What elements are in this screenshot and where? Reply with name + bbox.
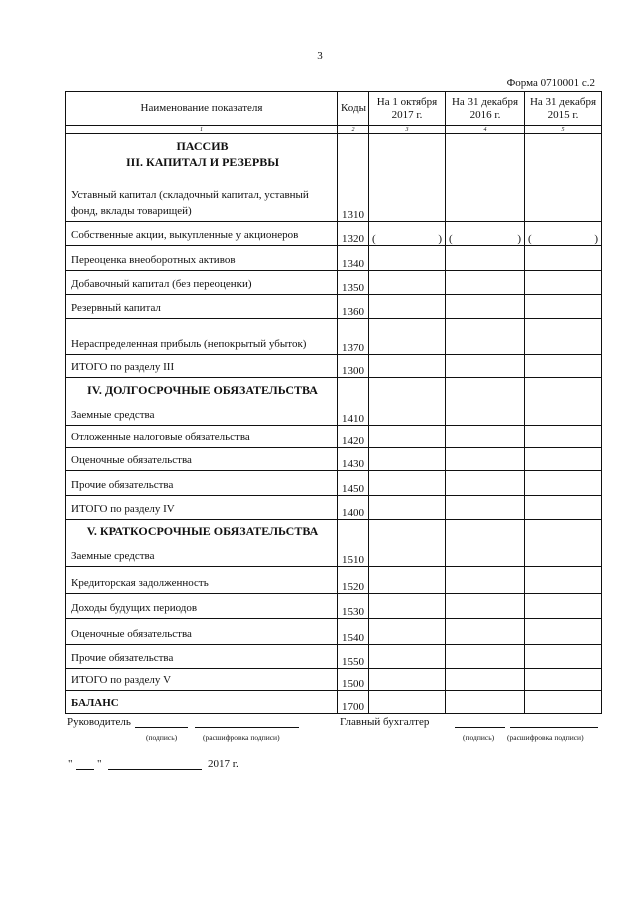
- accountant-decode-caption: (расшифровка подписи): [507, 733, 584, 742]
- paren-open: (: [372, 233, 376, 245]
- head-decode-caption: (расшифровка подписи): [203, 733, 280, 742]
- head-decode-line: [195, 727, 299, 728]
- row-name: Резервный капитал: [66, 295, 338, 319]
- column-number: 1: [66, 126, 338, 134]
- row-code: 1340: [338, 246, 369, 271]
- value-cell: [369, 691, 446, 714]
- value-cell: [446, 319, 525, 355]
- table-row: [66, 669, 602, 691]
- value-cell: [525, 271, 602, 295]
- row-name: Оценочные обязательства: [66, 448, 338, 471]
- paren-close: ): [517, 233, 521, 245]
- value-cell: [446, 594, 525, 619]
- value-cell: [369, 355, 446, 378]
- paren-open: (: [449, 233, 453, 245]
- row-name: Кредиторская задолженность: [66, 567, 338, 594]
- column-number: 3: [369, 126, 446, 134]
- value-cell: [525, 594, 602, 619]
- row-code: 1360: [338, 295, 369, 319]
- table-row: [66, 222, 602, 246]
- accountant-signature-line: [455, 727, 505, 728]
- value-cell: [446, 134, 525, 222]
- row-code: 1320: [338, 222, 369, 246]
- table-row: [66, 496, 602, 520]
- table-row: [66, 295, 602, 319]
- value-cell: [525, 645, 602, 669]
- table-row: [66, 645, 602, 669]
- row-code: 1500: [338, 669, 369, 691]
- header-col2: На 31 декабря 2016 г.: [446, 92, 525, 126]
- row-name: Заемные средства: [71, 409, 155, 421]
- date-month-line: [108, 769, 202, 770]
- value-cell: [369, 246, 446, 271]
- chief-accountant-label: Главный бухгалтер: [340, 716, 430, 728]
- row-code: 1430: [338, 448, 369, 471]
- table-row: [66, 567, 602, 594]
- row-name: Переоценка внеоборотных активов: [66, 246, 338, 271]
- column-number: 4: [446, 126, 525, 134]
- value-cell: [369, 669, 446, 691]
- row-code: 1420: [338, 426, 369, 448]
- balance-table: [65, 91, 602, 714]
- value-cell: [446, 520, 525, 567]
- table-row: [66, 319, 602, 355]
- paren-close: ): [438, 233, 442, 245]
- row-name: Доходы будущих периодов: [66, 594, 338, 619]
- value-cell: [446, 471, 525, 496]
- accountant-decode-line: [510, 727, 598, 728]
- value-cell: [525, 134, 602, 222]
- header-name: Наименование показателя: [66, 92, 338, 126]
- table-header-row: [66, 92, 602, 126]
- section-capital-reserves: III. КАПИТАЛ И РЕЗЕРВЫ: [125, 155, 280, 169]
- value-cell: [369, 378, 446, 426]
- value-cell: [525, 426, 602, 448]
- header-code: Коды: [338, 92, 369, 126]
- value-cell: [369, 496, 446, 520]
- value-cell: [446, 567, 525, 594]
- row-code: 1410: [338, 378, 369, 426]
- value-cell: [525, 319, 602, 355]
- paren-open: (: [528, 233, 532, 245]
- head-sign-caption: (подпись): [146, 733, 178, 742]
- value-cell: [525, 691, 602, 714]
- table-row: [66, 594, 602, 619]
- value-cell: [369, 222, 446, 246]
- row-name: Уставный капитал (складочный капитал, уставный фонд, вклады товарищей): [71, 189, 309, 217]
- row-name: БАЛАНС: [66, 691, 338, 714]
- value-cell: [446, 271, 525, 295]
- row-code: 1370: [338, 319, 369, 355]
- value-cell: [446, 645, 525, 669]
- table-row: [66, 271, 602, 295]
- value-cell: [369, 520, 446, 567]
- table-row: [66, 378, 602, 426]
- row-name: Заемные средства: [71, 550, 155, 562]
- head-signature-line: [135, 727, 188, 728]
- value-cell: [525, 246, 602, 271]
- value-cell: [369, 271, 446, 295]
- table-row: [66, 691, 602, 714]
- row-code: 1510: [338, 520, 369, 567]
- value-cell: [369, 645, 446, 669]
- column-number: 5: [525, 126, 602, 134]
- row-code: 1550: [338, 645, 369, 669]
- value-cell: [525, 448, 602, 471]
- header-col3: На 31 декабря 2015 г.: [525, 92, 602, 126]
- header-col1: На 1 октября 2017 г.: [369, 92, 446, 126]
- value-cell: [525, 520, 602, 567]
- section-passiv: ПАССИВ: [176, 139, 229, 153]
- value-cell: [446, 426, 525, 448]
- row-code: 1400: [338, 496, 369, 520]
- value-cell: [525, 567, 602, 594]
- row-name: Оценочные обязательства: [66, 619, 338, 645]
- value-cell: [446, 669, 525, 691]
- row-name: Добавочный капитал (без переоценки): [66, 271, 338, 295]
- section-long-term-liabilities: IV. ДОЛГОСРОЧНЫЕ ОБЯЗАТЕЛЬСТВА: [87, 383, 318, 397]
- table-row: [66, 448, 602, 471]
- value-cell: [369, 448, 446, 471]
- value-cell: [369, 567, 446, 594]
- row-name: ИТОГО по разделу V: [66, 669, 338, 691]
- table-row: [66, 134, 602, 222]
- row-name: Прочие обязательства: [66, 471, 338, 496]
- date-day-line: [76, 769, 94, 770]
- value-cell: [446, 222, 525, 246]
- row-code: 1530: [338, 594, 369, 619]
- value-cell: [369, 619, 446, 645]
- value-cell: [369, 471, 446, 496]
- row-name: ИТОГО по разделу IV: [66, 496, 338, 520]
- value-cell: [525, 496, 602, 520]
- value-cell: [525, 669, 602, 691]
- value-cell: [525, 619, 602, 645]
- row-name: Собственные акции, выкупленные у акционеров: [66, 222, 338, 246]
- date-quote-close: ": [97, 758, 102, 770]
- value-cell: [446, 295, 525, 319]
- row-name: Отложенные налоговые обязательства: [66, 426, 338, 448]
- table-row: [66, 520, 602, 567]
- value-cell: [446, 355, 525, 378]
- value-cell: [369, 594, 446, 619]
- row-code: 1310: [338, 134, 369, 222]
- value-cell: [446, 448, 525, 471]
- column-number: 2: [338, 126, 369, 134]
- page-number: 3: [317, 50, 323, 62]
- paren-close: ): [594, 233, 598, 245]
- table-row: [66, 619, 602, 645]
- row-code: 1540: [338, 619, 369, 645]
- table-row: [66, 246, 602, 271]
- head-label: Руководитель: [67, 716, 131, 728]
- row-code: 1450: [338, 471, 369, 496]
- value-cell: [446, 378, 525, 426]
- row-name: Нераспределенная прибыль (непокрытый убыток): [66, 319, 338, 355]
- row-code: 1350: [338, 271, 369, 295]
- row-name: ИТОГО по разделу III: [66, 355, 338, 378]
- row-code: 1300: [338, 355, 369, 378]
- value-cell: [369, 319, 446, 355]
- row-code: 1520: [338, 567, 369, 594]
- value-cell: [369, 134, 446, 222]
- value-cell: [525, 355, 602, 378]
- form-code: Форма 0710001 с.2: [506, 77, 595, 89]
- value-cell: [446, 246, 525, 271]
- row-code: 1700: [338, 691, 369, 714]
- value-cell: [525, 471, 602, 496]
- table-row: [66, 355, 602, 378]
- table-row: [66, 471, 602, 496]
- date-quote-open: ": [68, 758, 73, 770]
- value-cell: [446, 619, 525, 645]
- value-cell: [446, 496, 525, 520]
- column-numbers-row: [66, 126, 602, 134]
- accountant-sign-caption: (подпись): [463, 733, 495, 742]
- value-cell: [525, 378, 602, 426]
- value-cell: [369, 426, 446, 448]
- value-cell: [525, 295, 602, 319]
- value-cell: [446, 691, 525, 714]
- value-cell: [525, 222, 602, 246]
- date-year: 2017 г.: [208, 758, 239, 770]
- row-name: Прочие обязательства: [66, 645, 338, 669]
- table-row: [66, 426, 602, 448]
- section-short-term-liabilities: V. КРАТКОСРОЧНЫЕ ОБЯЗАТЕЛЬСТВА: [86, 524, 319, 538]
- value-cell: [369, 295, 446, 319]
